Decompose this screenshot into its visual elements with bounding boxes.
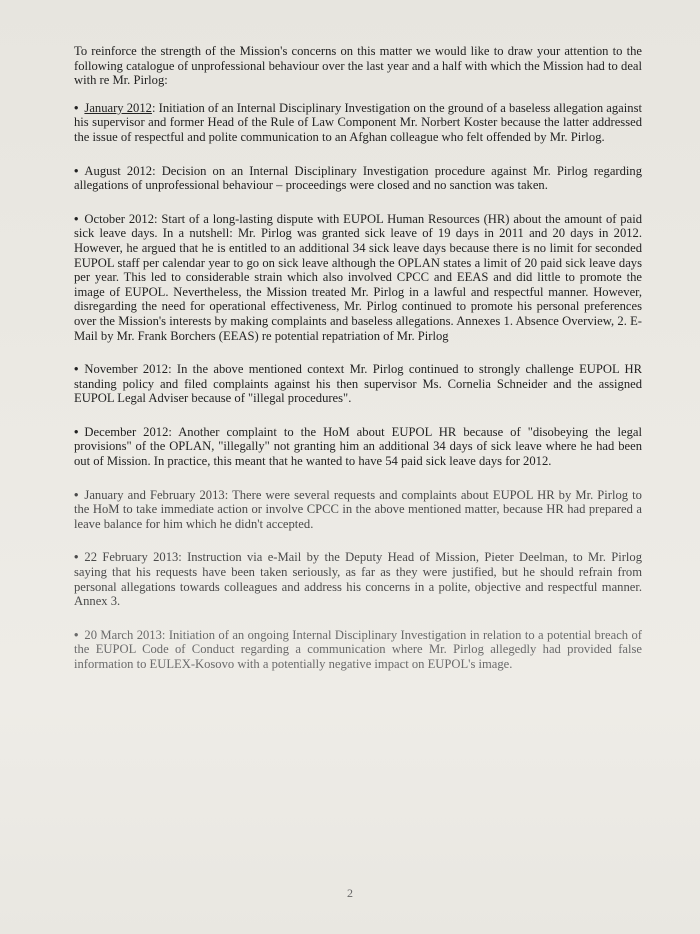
item-text: : Start of a long-lasting dispute with EUPOL Human Resources (HR) about the amount of paid sick leave days. In a nutshell: Mr. Pirlog was granted sick leave of 19 days in 2011 and 20 days in 2012. However, he argued that he is entitled to an additional 34 sick leave days because there is no limit for seconded EUPOL staff per calendar year to go on sick leave although the OPLAN states a limit of 20 paid sick leave days per year. This led to considerable strain which also involved CPCC and EEAS and did little to promote the image of EUPOL. Nevertheless, the Mission treated Mr. Pirlog in a lawful and respectful manner. However, disregarding the need for operational effectiveness, Mr. Pirlog continued to promote his personal preferences over the Mission's interests by making complaints and baseless allegations. Annexes 1. Absence Overview, 2. E-Mail by Mr. Frank Borchers (EEAS) re potential repatriation of Mr. Pirlog [74, 211, 642, 343]
bullet-icon: • [74, 424, 79, 439]
bullet-icon: • [74, 100, 79, 115]
bullet-icon: • [74, 550, 79, 565]
item-date: January and February 2013 [84, 487, 225, 502]
list-item [74, 212, 642, 343]
item-date: August 2012 [84, 163, 153, 178]
bullet-icon: • [74, 362, 79, 377]
item-date: January 2012 [84, 100, 152, 115]
item-date: 22 February 2013 [84, 550, 179, 565]
item-text: : Decision on an Internal Disciplinary Investigation procedure against Mr. Pirlog regarding allegations of unprofessional behaviour – proceedings were closed and no sanction was taken. [74, 163, 642, 193]
item-date: December 2012 [84, 424, 169, 439]
bullet-icon: • [74, 163, 79, 178]
bullet-icon: • [74, 487, 79, 502]
list-item [74, 425, 642, 469]
page-number: 2 [347, 886, 353, 900]
intro-paragraph: To reinforce the strength of the Mission's concerns on this matter we would like to draw your attention to the following catalogue of unprofessional behaviour over the last year and a half with which the Mission had to deal with re Mr. Pirlog: [74, 44, 642, 88]
item-text: : Initiation of an ongoing Internal Disciplinary Investigation in relation to a potential breach of the EUPOL Code of Conduct regarding a communication where Mr. Pirlog allegedly had provided false information to EULEX-Kosovo with a potentially negative impact on EUPOL's image. [74, 627, 642, 671]
list-item [74, 101, 642, 145]
item-text: : Initiation of an Internal Disciplinary Investigation on the ground of a baseless allegation against his supervisor and former Head of the Rule of Law Component Mr. Norbert Koster because the latter addressed the issue of respectful and polite communication to an Afghan colleague who felt offended by Mr. Pirlog. [74, 100, 642, 144]
list-item [74, 362, 642, 406]
bullet-icon: • [74, 627, 79, 642]
item-date: November 2012 [84, 362, 169, 377]
item-text: : Instruction via e-Mail by the Deputy Head of Mission, Pieter Deelman, to Mr. Pirlog saying that his requests have been taken seriously, as far as they were justified, but he should refrain from personal allegations towards colleagues and address his concerns in a polite, objective and respectful manner. Annex 3. [74, 550, 642, 609]
list-item [74, 550, 642, 608]
list-item [74, 628, 642, 672]
list-item [74, 164, 642, 193]
item-text: : In the above mentioned context Mr. Pirlog continued to strongly challenge EUPOL HR standing policy and filed complaints against his then supervisor Ms. Cornelia Schneider and the assigned EUPOL Legal Adviser because of "illegal procedures". [74, 362, 642, 406]
item-date: October 2012 [84, 211, 155, 226]
item-text: : Another complaint to the HoM about EUPOL HR because of "disobeying the legal provisions" of the OPLAN, "illegally" not granting him an additional 34 days of sick leave where he had been out of Mission. In practice, this meant that he wanted to have 54 paid sick leave days for 2012. [74, 424, 642, 469]
item-date: 20 March 2013 [84, 627, 162, 642]
list-item [74, 488, 642, 532]
item-text: : There were several requests and complaints about EUPOL HR by Mr. Pirlog to the HoM to take immediate action or involve CPCC in the above mentioned matter, because HR had prepared a leave balance for him which he didn't accepted. [74, 487, 642, 531]
bullet-icon: • [74, 211, 79, 226]
